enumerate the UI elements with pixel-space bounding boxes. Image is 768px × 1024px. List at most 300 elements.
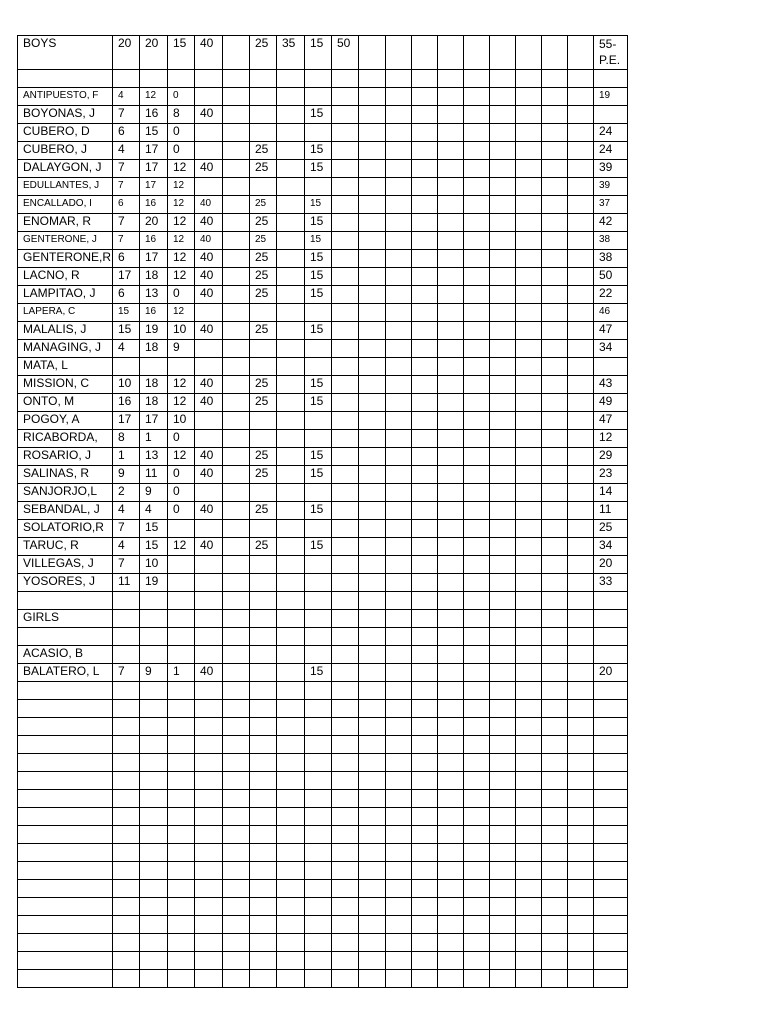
score-cell	[223, 556, 250, 574]
student-name-cell: SANJORJO,L	[18, 484, 113, 502]
score-cell: 15	[140, 124, 168, 142]
score-cell	[250, 484, 277, 502]
score-cell	[332, 592, 359, 610]
score-cell: 15	[113, 322, 140, 340]
score-cell	[386, 430, 412, 448]
score-cell	[568, 142, 594, 160]
score-cell	[332, 430, 359, 448]
score-cell	[438, 448, 464, 466]
score-cell	[594, 718, 628, 736]
score-cell	[140, 736, 168, 754]
score-cell	[332, 646, 359, 664]
score-cell	[516, 268, 542, 286]
score-cell	[490, 448, 516, 466]
score-cell	[594, 754, 628, 772]
score-cell: 12	[168, 538, 195, 556]
score-cell	[490, 700, 516, 718]
score-cell	[412, 196, 438, 214]
score-cell: 8	[113, 430, 140, 448]
score-cell	[412, 916, 438, 934]
score-cell: 0	[168, 484, 195, 502]
score-cell	[438, 826, 464, 844]
score-cell	[277, 502, 305, 520]
score-cell	[140, 682, 168, 700]
score-cell	[250, 826, 277, 844]
score-cell	[438, 376, 464, 394]
header-max-score	[438, 36, 464, 70]
score-cell: 18	[140, 394, 168, 412]
score-cell	[490, 484, 516, 502]
score-cell: 4	[140, 502, 168, 520]
score-cell	[140, 862, 168, 880]
score-cell	[277, 484, 305, 502]
score-cell	[140, 790, 168, 808]
score-cell	[490, 628, 516, 646]
score-cell	[359, 484, 386, 502]
score-cell	[412, 700, 438, 718]
score-cell: 22	[594, 286, 628, 304]
header-max-score	[568, 36, 594, 70]
score-cell	[412, 934, 438, 952]
score-cell	[542, 898, 568, 916]
score-cell: 10	[168, 322, 195, 340]
score-cell	[516, 88, 542, 106]
score-cell	[438, 268, 464, 286]
score-cell	[516, 592, 542, 610]
score-cell	[305, 880, 332, 898]
score-cell: 47	[594, 412, 628, 430]
score-cell	[568, 214, 594, 232]
score-cell	[195, 970, 223, 988]
score-cell	[568, 844, 594, 862]
table-row	[18, 358, 628, 376]
table-row	[18, 610, 628, 628]
score-cell	[359, 772, 386, 790]
score-cell	[568, 718, 594, 736]
score-cell	[516, 916, 542, 934]
score-cell	[250, 682, 277, 700]
score-cell	[412, 214, 438, 232]
score-cell	[168, 898, 195, 916]
score-cell	[594, 592, 628, 610]
score-cell	[438, 700, 464, 718]
score-cell: 9	[140, 664, 168, 682]
score-cell	[386, 448, 412, 466]
student-name-cell	[18, 772, 113, 790]
score-cell	[490, 196, 516, 214]
score-cell	[277, 628, 305, 646]
header-max-score: 25	[250, 36, 277, 70]
score-cell	[412, 970, 438, 988]
score-cell	[516, 934, 542, 952]
score-cell	[412, 682, 438, 700]
score-cell: 23	[594, 466, 628, 484]
score-cell	[332, 286, 359, 304]
score-cell	[516, 646, 542, 664]
score-cell	[305, 430, 332, 448]
score-cell	[359, 826, 386, 844]
score-cell	[542, 358, 568, 376]
score-cell	[542, 880, 568, 898]
score-cell	[250, 70, 277, 88]
score-cell	[113, 700, 140, 718]
score-cell: 9	[113, 466, 140, 484]
score-cell: 13	[140, 448, 168, 466]
score-cell	[464, 502, 490, 520]
score-cell	[223, 502, 250, 520]
score-cell	[464, 700, 490, 718]
score-cell	[542, 574, 568, 592]
score-cell	[359, 790, 386, 808]
score-cell	[195, 952, 223, 970]
score-cell	[568, 880, 594, 898]
score-cell	[305, 682, 332, 700]
score-cell	[359, 358, 386, 376]
score-cell	[490, 376, 516, 394]
score-cell	[464, 178, 490, 196]
score-cell	[412, 448, 438, 466]
score-cell	[332, 502, 359, 520]
table-row	[18, 178, 628, 196]
score-cell	[332, 412, 359, 430]
score-cell: 19	[594, 88, 628, 106]
score-cell	[277, 844, 305, 862]
score-cell	[305, 304, 332, 322]
score-cell	[113, 718, 140, 736]
table-row	[18, 502, 628, 520]
score-cell	[568, 952, 594, 970]
student-name-cell	[18, 808, 113, 826]
score-cell	[542, 160, 568, 178]
score-cell	[250, 736, 277, 754]
score-cell	[464, 304, 490, 322]
score-cell	[542, 124, 568, 142]
score-cell	[464, 268, 490, 286]
score-cell	[250, 628, 277, 646]
score-cell	[542, 700, 568, 718]
score-cell	[359, 196, 386, 214]
score-cell	[386, 538, 412, 556]
score-cell	[594, 790, 628, 808]
score-cell	[490, 88, 516, 106]
score-cell	[594, 808, 628, 826]
score-cell	[412, 430, 438, 448]
score-cell	[438, 178, 464, 196]
score-cell	[412, 646, 438, 664]
score-cell	[386, 70, 412, 88]
table-row	[18, 700, 628, 718]
score-cell	[223, 196, 250, 214]
score-cell	[542, 232, 568, 250]
score-cell: 1	[168, 664, 195, 682]
score-cell	[438, 88, 464, 106]
score-cell	[359, 376, 386, 394]
score-cell	[386, 124, 412, 142]
score-cell: 40	[195, 448, 223, 466]
table-row	[18, 430, 628, 448]
score-cell	[277, 808, 305, 826]
score-cell: 16	[140, 232, 168, 250]
score-cell	[305, 556, 332, 574]
score-cell	[516, 682, 542, 700]
student-name-cell: POGOY, A	[18, 412, 113, 430]
score-cell	[516, 952, 542, 970]
score-cell	[490, 214, 516, 232]
score-cell: 25	[250, 322, 277, 340]
score-cell	[568, 286, 594, 304]
table-row	[18, 196, 628, 214]
score-cell	[359, 898, 386, 916]
score-cell	[594, 844, 628, 862]
score-cell	[568, 862, 594, 880]
table-row	[18, 970, 628, 988]
score-cell	[438, 790, 464, 808]
score-cell	[412, 106, 438, 124]
score-cell: 12	[168, 376, 195, 394]
score-cell	[113, 610, 140, 628]
score-cell: 15	[305, 538, 332, 556]
score-cell	[386, 934, 412, 952]
score-cell	[359, 574, 386, 592]
score-cell	[516, 538, 542, 556]
student-name-cell	[18, 700, 113, 718]
score-cell	[490, 718, 516, 736]
student-name-cell	[18, 916, 113, 934]
score-cell	[516, 718, 542, 736]
score-cell: 4	[113, 340, 140, 358]
score-cell	[277, 736, 305, 754]
table-row	[18, 448, 628, 466]
score-cell	[332, 574, 359, 592]
score-cell	[542, 142, 568, 160]
score-cell	[594, 610, 628, 628]
score-cell	[438, 160, 464, 178]
score-cell	[412, 286, 438, 304]
score-cell: 15	[305, 448, 332, 466]
score-cell	[412, 124, 438, 142]
score-cell	[359, 628, 386, 646]
score-cell	[386, 376, 412, 394]
score-cell	[332, 790, 359, 808]
score-cell: 15	[305, 250, 332, 268]
score-cell	[594, 952, 628, 970]
student-name-cell	[18, 70, 113, 88]
score-cell	[464, 106, 490, 124]
score-cell	[412, 358, 438, 376]
score-cell	[305, 340, 332, 358]
score-cell	[332, 232, 359, 250]
score-cell	[464, 70, 490, 88]
score-cell	[542, 322, 568, 340]
header-max-score	[464, 36, 490, 70]
score-cell: 42	[594, 214, 628, 232]
score-cell	[542, 178, 568, 196]
score-cell: 0	[168, 286, 195, 304]
score-cell	[516, 196, 542, 214]
score-cell	[113, 790, 140, 808]
score-cell	[195, 790, 223, 808]
score-cell	[277, 340, 305, 358]
score-cell	[332, 808, 359, 826]
score-cell	[305, 358, 332, 376]
score-cell	[168, 592, 195, 610]
score-cell	[223, 628, 250, 646]
score-cell	[516, 898, 542, 916]
score-cell: 40	[195, 322, 223, 340]
score-cell: 15	[305, 214, 332, 232]
score-cell	[168, 970, 195, 988]
score-cell	[223, 862, 250, 880]
score-cell	[412, 952, 438, 970]
student-name-cell: SOLATORIO,R	[18, 520, 113, 538]
score-cell	[277, 700, 305, 718]
score-cell	[332, 898, 359, 916]
score-cell: 4	[113, 538, 140, 556]
score-cell	[568, 610, 594, 628]
score-cell	[195, 124, 223, 142]
score-cell	[332, 826, 359, 844]
header-max-score: 15	[168, 36, 195, 70]
student-name-cell	[18, 862, 113, 880]
score-cell	[195, 844, 223, 862]
score-cell	[386, 772, 412, 790]
score-cell	[332, 358, 359, 376]
score-cell	[113, 844, 140, 862]
student-name-cell: MALALIS, J	[18, 322, 113, 340]
score-cell	[332, 736, 359, 754]
score-cell	[332, 250, 359, 268]
score-cell	[223, 970, 250, 988]
score-cell	[332, 376, 359, 394]
score-cell: 17	[140, 160, 168, 178]
score-cell	[140, 808, 168, 826]
score-cell	[594, 916, 628, 934]
score-cell	[140, 934, 168, 952]
score-cell	[359, 232, 386, 250]
score-cell	[568, 394, 594, 412]
score-cell	[568, 466, 594, 484]
score-cell: 25	[250, 502, 277, 520]
score-cell	[305, 520, 332, 538]
header-max-score: 40	[195, 36, 223, 70]
score-cell	[412, 754, 438, 772]
score-cell	[438, 232, 464, 250]
score-cell: 40	[195, 268, 223, 286]
score-cell	[277, 196, 305, 214]
score-cell	[542, 970, 568, 988]
score-cell	[359, 502, 386, 520]
score-cell: 25	[250, 160, 277, 178]
score-cell	[568, 322, 594, 340]
score-cell	[542, 682, 568, 700]
score-cell	[438, 322, 464, 340]
score-cell	[250, 610, 277, 628]
score-cell: 7	[113, 106, 140, 124]
score-cell: 43	[594, 376, 628, 394]
score-cell	[195, 610, 223, 628]
score-cell	[386, 646, 412, 664]
score-cell	[490, 466, 516, 484]
score-cell	[490, 970, 516, 988]
score-cell	[386, 358, 412, 376]
score-cell	[195, 430, 223, 448]
score-cell	[568, 178, 594, 196]
score-cell: 25	[250, 142, 277, 160]
score-cell	[277, 376, 305, 394]
table-row	[18, 340, 628, 358]
score-cell	[542, 70, 568, 88]
header-max-score	[490, 36, 516, 70]
score-cell: 17	[140, 178, 168, 196]
score-cell: 24	[594, 124, 628, 142]
score-cell	[359, 70, 386, 88]
score-cell	[490, 106, 516, 124]
score-cell	[412, 880, 438, 898]
table-row	[18, 286, 628, 304]
score-cell: 40	[195, 196, 223, 214]
score-cell: 12	[594, 430, 628, 448]
score-cell	[464, 862, 490, 880]
student-name-cell: DALAYGON, J	[18, 160, 113, 178]
score-cell: 12	[168, 250, 195, 268]
score-cell	[438, 466, 464, 484]
score-cell	[386, 250, 412, 268]
student-name-cell: SALINAS, R	[18, 466, 113, 484]
score-cell	[140, 772, 168, 790]
table-row	[18, 664, 628, 682]
score-cell	[305, 826, 332, 844]
score-cell	[332, 322, 359, 340]
score-cell	[542, 520, 568, 538]
score-cell: 12	[168, 232, 195, 250]
score-cell: 17	[140, 142, 168, 160]
score-cell	[516, 556, 542, 574]
score-cell	[250, 898, 277, 916]
score-cell: 25	[250, 196, 277, 214]
score-cell	[223, 70, 250, 88]
score-cell	[490, 682, 516, 700]
score-cell	[277, 250, 305, 268]
score-cell	[464, 142, 490, 160]
score-cell	[438, 862, 464, 880]
header-max-score	[223, 36, 250, 70]
score-cell	[195, 718, 223, 736]
score-cell: 15	[305, 142, 332, 160]
table-row	[18, 232, 628, 250]
score-cell	[516, 232, 542, 250]
score-cell	[386, 88, 412, 106]
score-cell	[277, 214, 305, 232]
student-name-cell: ONTO, M	[18, 394, 113, 412]
score-cell	[277, 952, 305, 970]
score-cell	[386, 394, 412, 412]
score-cell	[386, 304, 412, 322]
score-cell	[359, 250, 386, 268]
score-cell	[223, 898, 250, 916]
score-cell	[223, 448, 250, 466]
table-row	[18, 538, 628, 556]
score-cell	[594, 970, 628, 988]
score-cell: 8	[168, 106, 195, 124]
score-cell	[568, 664, 594, 682]
score-cell: 15	[140, 520, 168, 538]
score-cell	[195, 520, 223, 538]
score-cell: 16	[140, 196, 168, 214]
score-cell	[195, 934, 223, 952]
score-cell: 25	[594, 520, 628, 538]
score-cell	[438, 916, 464, 934]
score-cell	[542, 430, 568, 448]
